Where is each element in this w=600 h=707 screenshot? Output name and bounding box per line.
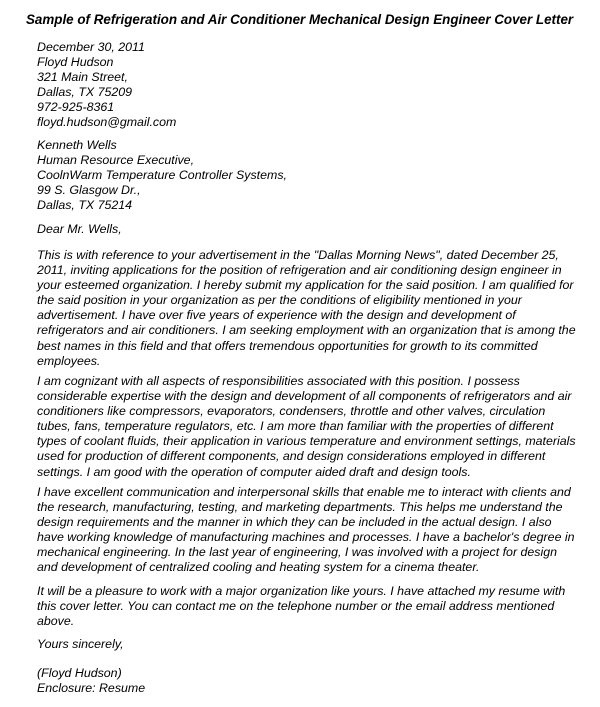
- paragraph-line: It will be a pleasure to work with a major organization like yours. I have attached my resume with: [37, 584, 566, 598]
- document-title: Sample of Refrigeration and Air Conditioner Mechanical Design Engineer Cover Letter: [26, 12, 574, 27]
- paragraph-line: I am cognizant with all aspects of responsibilities associated with this position. I possess: [37, 374, 520, 388]
- paragraph-line: and development of centralized cooling and heating system for a cinema theater.: [37, 560, 480, 575]
- recipient-title: Human Resource Executive,: [37, 153, 195, 168]
- paragraph-line: mechanical engineering. In the last year of engineering, I was involved with a project for design: [37, 545, 558, 560]
- enclosure-note: Enclosure: Resume: [37, 681, 146, 696]
- sender-street: 321 Main Street,: [37, 70, 128, 85]
- letter-date: December 30, 2011: [37, 40, 145, 54]
- sender-city: Dallas, TX 75209: [37, 85, 133, 100]
- body-paragraph-4: [37, 584, 567, 629]
- paragraph-line: advertisement. I have over five years of experience with the design and development of: [37, 308, 516, 323]
- paragraph-line: considerable expertise with the design and development of all components of refrigerators and air: [37, 389, 572, 404]
- paragraph-line: employees.: [37, 353, 101, 368]
- paragraph-line: I have excellent communication and interpersonal skills that enable me to interact with clients and: [37, 485, 571, 499]
- body-paragraph-1: [37, 248, 576, 369]
- closing: [37, 637, 577, 652]
- paragraph-line: conditioners like compressors, evaporators, condensers, throttle and other valves, circulation: [37, 404, 546, 419]
- paragraph-line: the said position in your organization as per the conditions of eligibility mentioned in your: [37, 293, 522, 308]
- paragraph-line: best names in this field and that offers tremendous opportunities for growth to its committed: [37, 338, 538, 353]
- paragraph-line: this cover letter. You can contact me on the telephone number or the email address mentioned: [37, 599, 555, 614]
- closing-text: Yours sincerely,: [37, 637, 124, 651]
- paragraph-line: refrigerators and air conditioners. I am seeking employment with an organization that is among the: [37, 323, 576, 338]
- signature-name: (Floyd Hudson): [37, 666, 122, 680]
- body-paragraph-3: [37, 485, 575, 576]
- recipient-block: [37, 138, 577, 213]
- recipient-street: 99 S. Glasgow Dr.,: [37, 183, 141, 198]
- salutation: [37, 222, 577, 237]
- paragraph-line: 2011, inviting applications for the position of refrigeration and air conditioning design engineer in: [37, 263, 562, 278]
- sender-block: [37, 40, 577, 131]
- paragraph-line: settings. I am good with the operation of computer aided draft and design tools.: [37, 464, 471, 479]
- paragraph-line: your esteemed organization. I hereby submit my application for the said position. I am qualified for: [37, 278, 574, 293]
- body-paragraph-2: [37, 374, 576, 480]
- paragraph-line: types of coolant fluids, their application in various temperature and environment settings, materials: [37, 434, 576, 449]
- sender-phone: 972-925-8361: [37, 100, 115, 115]
- paragraph-line: above.: [37, 614, 75, 629]
- sender-name: Floyd Hudson: [37, 55, 114, 70]
- paragraph-line: This is with reference to your advertisement in the "Dallas Morning News", dated December 25,: [37, 248, 559, 262]
- salutation-text: Dear Mr. Wells,: [37, 222, 122, 236]
- paragraph-line: tubes, fans, temperature regulators, etc. I am more than familiar with the properties of different: [37, 419, 554, 434]
- sender-email: floyd.hudson@gmail.com: [37, 115, 177, 130]
- paragraph-line: design requirements and the manner in which they can be included in the actual design. I also: [37, 515, 552, 530]
- recipient-name: Kenneth Wells: [37, 138, 117, 152]
- paragraph-line: the research, manufacturing, testing, and marketing departments. This helps me understand the: [37, 500, 563, 515]
- paragraph-line: have working knowledge of manufacturing machines and processes. I have a bachelor's degree in: [37, 530, 575, 545]
- recipient-city: Dallas, TX 75214: [37, 198, 133, 213]
- signature-block: [37, 666, 577, 696]
- recipient-company: CoolnWarm Temperature Controller Systems,: [37, 168, 287, 183]
- paragraph-line: used for production of different components, and design considerations employed in different: [37, 449, 546, 464]
